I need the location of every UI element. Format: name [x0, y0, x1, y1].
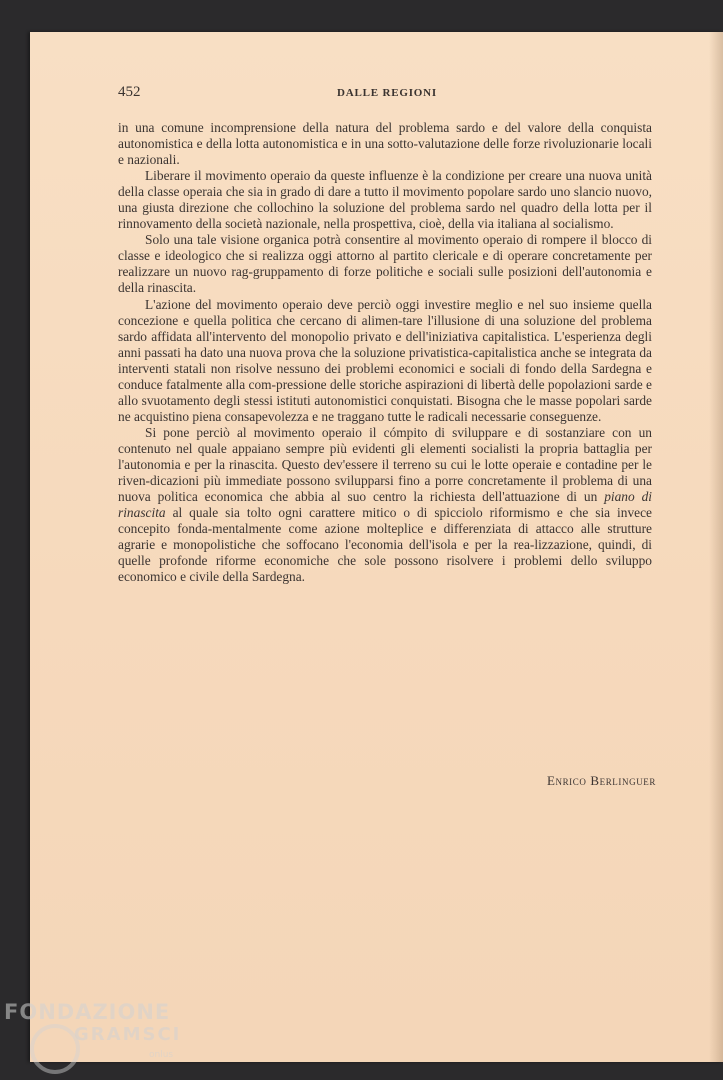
paragraph-2: Liberare il movimento operaio da queste influenze è la condizione per creare una nuova unità della classe operaia che sia in grado di dare a tutto il movimento popolare sardo uno slancio nuovo, una giusta direzione che collochino la soluzione del problema sardo nel quadro della lotta per il rinnovamento della società nazionale, nella prospettiva, cioè, della via italiana al socialismo.: [118, 168, 652, 232]
paragraph-5-part-1: Si pone perciò al movimento operaio il cómpito di sviluppare e di sostanziare con un contenuto nel quale appaiano sempre più evidenti gli elementi socialisti la propria battaglia per l'autonomia e per la rinascita. Questo dev'essere il terreno su cui le lotte operaie e contadine per le riven-dicazioni più immediate possono svilupparsi fino a porre concretamente il problema di una nuova politica economica che abbia al suo centro la richiesta dell'attuazione di un: [118, 424, 652, 505]
paragraph-3: Solo una tale visione organica potrà consentire al movimento operaio di rompere il blocco di classe e ideologico che si realizza oggi attorno al partito clericale e di operare concretamente per realizzare un nuovo rag-gruppamento di forze politiche e sociali sulle posizioni dell'autonomia e della rinascita.: [118, 232, 652, 296]
paragraph-1: in una comune incomprensione della natura del problema sardo e del valore della conquista autonomistica e della lotta autonomistica e in una sotto-valutazione delle forze rivoluzionarie locali e nazionali.: [118, 120, 652, 168]
paragraph-5-part-2: al quale sia tolto ogni carattere mitico o di spicciolo riformismo e che sia invece concepito fonda-mentalmente come azione molteplice e differenziata di attacco alle strutture agrarie e monopolistiche che soffocano l'economia dell'isola e per la rea-lizzazione, quindi, di quelle profonde riforme economiche che sole possono risolvere i problemi dello sviluppo economico e civile della Sardegna.: [118, 505, 652, 585]
italic-phrase: piano di rinascita: [118, 489, 653, 521]
page-header: [118, 84, 656, 104]
paragraph-5: [118, 425, 652, 585]
running-head: DALLE REGIONI: [337, 87, 437, 99]
page-edge-shadow: [709, 32, 723, 1062]
page-number: 452: [118, 84, 141, 100]
watermark-logo: [4, 1000, 204, 1080]
paragraph-4: L'azione del movimento operaio deve perciò oggi investire meglio e nel suo insieme quella concezione e quella politica che cercano di alimen-tare l'illusione di una soluzione del problema sardo affidata all'intervento del monopolio privato e dell'iniziativa capitalistica. L'esperienza degli anni passati ha dato una nuova prova che la soluzione privatistica-capitalistica anche se integrata da interventi statali non risolve nessuno dei problemi economici e sociali di fondo della Sardegna e conduce fatalmente alla com-pressione delle storiche aspirazioni di libertà delle popolazioni sarde e allo svuotamento degli stessi istituti autonomistici conquistati. Bisogna che le masse popolari sarde ne acquistino piena consapevolezza e ne traggano tutte le radicali necessarie conseguenze.: [118, 296, 652, 424]
author-signature: Enrico Berlinguer: [546, 773, 656, 788]
watermark-line-3: onlus: [149, 1050, 174, 1060]
watermark-line-1: FONDAZIONE: [4, 1000, 171, 1024]
watermark-circle-icon: [30, 1024, 80, 1074]
body-text: [118, 120, 652, 585]
watermark-line-2: GRAMSCI: [74, 1024, 182, 1045]
